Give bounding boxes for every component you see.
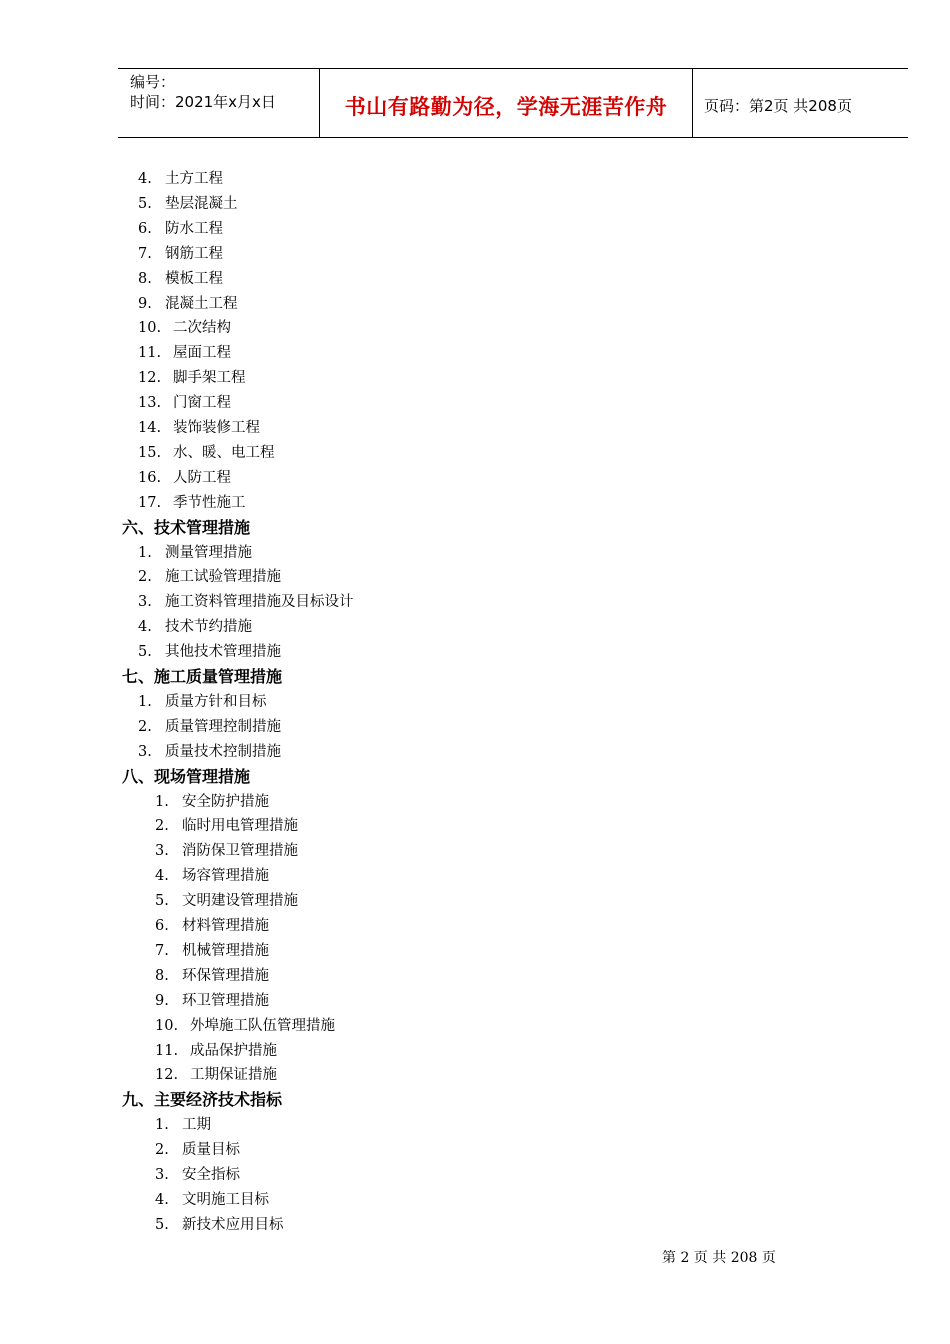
- toc-item-number: 14.: [138, 420, 162, 436]
- toc-section-heading: 七、施工质量管理措施: [122, 667, 283, 686]
- toc-item-number: 2.: [155, 818, 169, 835]
- toc-item: [138, 341, 231, 362]
- toc-item-text: 外埠施工队伍管理措施: [190, 1017, 335, 1034]
- toc-item-number: 7.: [138, 245, 152, 262]
- toc-item: [155, 1063, 277, 1084]
- toc-item-number: 3.: [155, 843, 169, 860]
- toc-item-text: 脚手架工程: [173, 370, 246, 387]
- toc-item-number: 4.: [155, 1191, 169, 1208]
- toc-item-number: 8.: [138, 270, 152, 287]
- toc-item-text: 质量技术控制措施: [165, 743, 281, 760]
- toc-item-text: 消防保卫管理措施: [182, 843, 298, 860]
- toc-item: [138, 366, 246, 387]
- toc-item: [155, 1138, 240, 1159]
- toc-item: [138, 217, 223, 238]
- toc-item: [138, 541, 252, 562]
- toc-item-number: 10.: [155, 1017, 179, 1034]
- toc-item-number: 13.: [138, 395, 162, 412]
- toc-item-text: 安全指标: [182, 1167, 240, 1183]
- toc-item: [155, 964, 269, 985]
- toc-item-number: 5.: [138, 644, 152, 661]
- toc-item-text: 钢筋工程: [165, 245, 223, 262]
- toc-item-text: 工期保证措施: [190, 1067, 277, 1084]
- toc-item: [138, 565, 281, 586]
- toc-item-number: 1.: [138, 693, 152, 710]
- toc-item: [138, 441, 275, 462]
- toc-item-text: 工期: [182, 1117, 211, 1134]
- toc-item-text: 垫层混凝土: [165, 195, 238, 212]
- toc-item-text: 装饰装修工程: [173, 420, 260, 436]
- toc-item-text: 混凝土工程: [165, 295, 238, 312]
- toc-item: [138, 416, 260, 437]
- toc-item-number: 1.: [155, 793, 169, 810]
- document-code-label: 编号：: [130, 73, 176, 91]
- toc-item-number: 9.: [138, 295, 152, 312]
- page-header: [118, 68, 908, 138]
- toc-item: [155, 989, 269, 1010]
- toc-item: [155, 1014, 335, 1035]
- header-motto-cell: [320, 69, 693, 137]
- toc-item-number: 11.: [155, 1042, 179, 1059]
- toc-item: [155, 1113, 211, 1134]
- toc-item-number: 17.: [138, 494, 162, 511]
- toc-item-text: 测量管理措施: [165, 544, 252, 561]
- toc-item-number: 9.: [155, 992, 169, 1009]
- toc-item-number: 16.: [138, 469, 162, 486]
- toc-item: [155, 864, 269, 885]
- toc-item-text: 质量方针和目标: [165, 693, 267, 710]
- toc-item: [138, 292, 238, 313]
- toc-item-number: 4.: [138, 619, 152, 636]
- header-meta-cell: [118, 69, 320, 137]
- toc-item: [155, 939, 269, 960]
- toc-item-text: 季节性施工: [173, 494, 246, 511]
- toc-item: [138, 715, 281, 736]
- toc-item-text: 门窗工程: [173, 395, 231, 412]
- toc-item-number: 2.: [138, 718, 152, 735]
- toc-item: [138, 391, 231, 412]
- toc-section-heading: 六、技术管理措施: [122, 517, 251, 537]
- toc-item-text: 材料管理措施: [182, 918, 269, 934]
- toc-item-number: 6.: [155, 918, 169, 934]
- toc-item: [155, 1188, 269, 1209]
- toc-item-text: 场容管理措施: [182, 868, 269, 885]
- toc-item-number: 10.: [138, 320, 162, 337]
- toc-item: [155, 1213, 284, 1234]
- toc-item-text: 施工试验管理措施: [165, 569, 281, 586]
- toc-item-number: 4.: [155, 868, 169, 885]
- toc-item-number: 12.: [155, 1067, 179, 1084]
- toc-item: [155, 1039, 277, 1060]
- toc-item-number: 1.: [138, 544, 152, 561]
- toc-item-text: 成品保护措施: [190, 1042, 277, 1059]
- toc-item-text: 机械管理措施: [182, 942, 269, 959]
- toc-item-number: 4.: [138, 171, 152, 187]
- toc-item: [155, 914, 269, 935]
- toc-item-number: 5.: [155, 1216, 169, 1233]
- toc-item-number: 5.: [155, 893, 169, 910]
- toc-item-number: 15.: [138, 444, 162, 461]
- toc-item: [138, 590, 354, 611]
- toc-item-text: 文明建设管理措施: [182, 893, 298, 910]
- toc-item-number: 3.: [138, 743, 152, 760]
- toc-item-number: 3.: [155, 1167, 169, 1183]
- toc-item-number: 8.: [155, 967, 169, 984]
- toc-item-text: 安全防护措施: [182, 793, 269, 810]
- page-footer: 第 2 页 共 208 页: [662, 1250, 776, 1266]
- toc-item-text: 环卫管理措施: [182, 992, 269, 1009]
- toc-item: [138, 740, 281, 761]
- toc-item-text: 水、暖、电工程: [173, 444, 275, 461]
- toc-item: [155, 1163, 240, 1184]
- toc-item: [138, 491, 246, 512]
- toc-item-number: 7.: [155, 942, 169, 959]
- toc-item-text: 新技术应用目标: [182, 1216, 284, 1233]
- toc-item: [138, 640, 281, 661]
- toc-item: [138, 316, 231, 337]
- header-motto: 书山有路勤为径，学海无涯苦作舟: [344, 95, 668, 119]
- toc-item-number: 12.: [138, 370, 162, 387]
- toc-item-number: 6.: [138, 220, 152, 237]
- header-page-info: 页码：第2页 共208页: [704, 97, 852, 115]
- toc-item-text: 二次结构: [173, 320, 231, 337]
- toc-item: [155, 889, 298, 910]
- toc-item-text: 土方工程: [165, 171, 223, 187]
- toc-item: [155, 839, 298, 860]
- toc-item-text: 质量目标: [182, 1142, 240, 1159]
- toc-section-heading: 八、现场管理措施: [122, 766, 251, 786]
- toc-item-number: 5.: [138, 195, 152, 212]
- toc-item-text: 模板工程: [165, 270, 223, 287]
- toc-item-text: 其他技术管理措施: [165, 644, 281, 661]
- toc-item-number: 11.: [138, 345, 162, 362]
- toc-item-number: 3.: [138, 594, 152, 611]
- toc-item-text: 环保管理措施: [182, 967, 269, 984]
- header-page-cell: [693, 69, 908, 137]
- toc-item: [138, 690, 267, 711]
- toc-item: [138, 192, 238, 213]
- toc-item: [138, 615, 252, 636]
- toc-item-text: 人防工程: [173, 469, 231, 486]
- toc-item-text: 屋面工程: [173, 345, 231, 362]
- toc-item: [138, 167, 223, 188]
- toc-item-number: 2.: [155, 1142, 169, 1159]
- toc-section-heading: 九、主要经济技术指标: [122, 1090, 283, 1110]
- toc-item: [138, 267, 223, 288]
- toc-item-text: 施工资料管理措施及目标设计: [165, 594, 354, 611]
- toc-item-number: 1.: [155, 1117, 169, 1134]
- toc-item-text: 防水工程: [165, 220, 223, 237]
- toc-item: [138, 242, 223, 263]
- toc-item-text: 技术节约措施: [165, 619, 252, 636]
- toc-item-text: 质量管理控制措施: [165, 718, 281, 735]
- toc-item: [155, 790, 269, 811]
- toc-item: [138, 466, 231, 487]
- toc-item-text: 临时用电管理措施: [182, 818, 298, 835]
- toc-item-number: 2.: [138, 569, 152, 586]
- document-date-label: 时间：2021年x月x日: [130, 93, 276, 111]
- toc-item-text: 文明施工目标: [182, 1191, 269, 1208]
- toc-item: [155, 814, 298, 835]
